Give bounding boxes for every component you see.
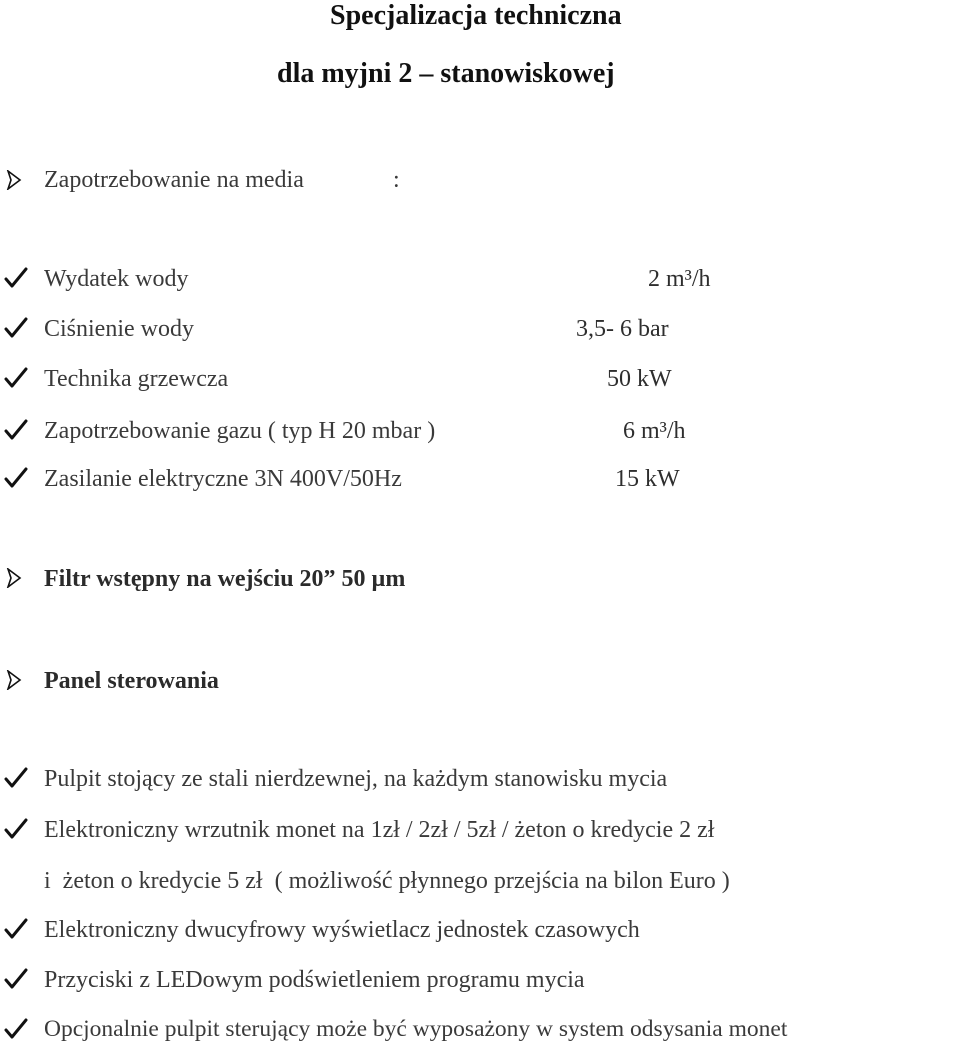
section-heading-colon: : (393, 167, 400, 193)
media-item-label: Technika grzewcza (44, 366, 229, 392)
media-item-value: 6 m³/h (623, 418, 686, 444)
panel-item: Elektroniczny dwucyfrowy wyświetlacz jednostek czasowych (44, 917, 640, 943)
checkmark-icon (4, 267, 28, 289)
checkmark-icon (4, 367, 28, 389)
arrow-bullet-icon (6, 670, 22, 690)
document-title-line-1: Specjalizacja techniczna (330, 0, 622, 31)
media-item-value: 2 m³/h (648, 266, 711, 292)
section-heading-media: Zapotrzebowanie na media (44, 167, 304, 193)
media-item-label: Ciśnienie wody (44, 316, 194, 342)
media-item-label: Wydatek wody (44, 266, 189, 292)
section-heading-filter: Filtr wstępny na wejściu 20” 50 µm (44, 566, 406, 592)
document-title-line-2: dla myjni 2 – stanowiskowej (277, 58, 615, 89)
checkmark-icon (4, 767, 28, 789)
checkmark-icon (4, 419, 28, 441)
media-item-label: Zapotrzebowanie gazu ( typ H 20 mbar ) (44, 418, 436, 444)
section-heading-panel: Panel sterowania (44, 668, 219, 694)
checkmark-icon (4, 467, 28, 489)
media-item-label: Zasilanie elektryczne 3N 400V/50Hz (44, 466, 402, 492)
checkmark-icon (4, 1018, 28, 1040)
arrow-bullet-icon (6, 568, 22, 588)
panel-item-continuation: i żeton o kredycie 5 zł ( możliwość płynnego przejścia na bilon Euro ) (44, 868, 730, 894)
media-item-value: 50 kW (607, 366, 672, 392)
checkmark-icon (4, 317, 28, 339)
arrow-bullet-icon (6, 170, 22, 190)
panel-item: Opcjonalnie pulpit sterujący może być wyposażony w system odsysania monet (44, 1016, 788, 1042)
media-item-value: 3,5- 6 bar (576, 316, 669, 342)
panel-item: Pulpit stojący ze stali nierdzewnej, na każdym stanowisku mycia (44, 766, 668, 792)
panel-item: Przyciski z LEDowym podświetleniem programu mycia (44, 967, 585, 993)
checkmark-icon (4, 918, 28, 940)
panel-item: Elektroniczny wrzutnik monet na 1zł / 2zł / 5zł / żeton o kredycie 2 zł (44, 817, 715, 843)
checkmark-icon (4, 818, 28, 840)
media-item-value: 15 kW (615, 466, 680, 492)
checkmark-icon (4, 968, 28, 990)
